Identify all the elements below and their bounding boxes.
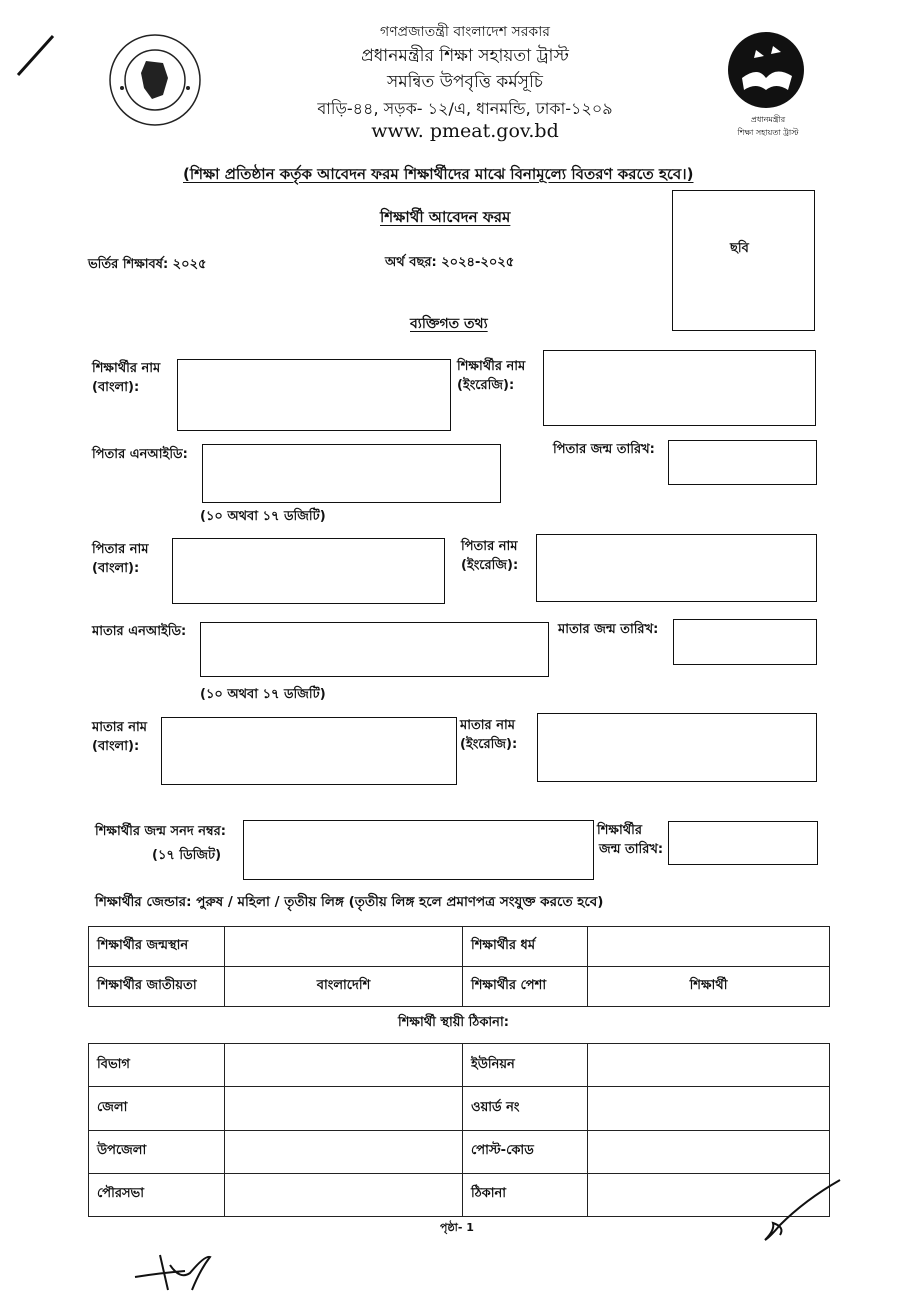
father-nid-note: (১০ অথবা ১৭ ডজিটি) (200, 509, 326, 524)
municipality-label: পৌরসভা (89, 1173, 225, 1216)
photo-label: ছবি (730, 241, 749, 256)
page-number: পৃষ্ঠা- 1 (440, 1221, 474, 1234)
table-row (89, 967, 830, 1007)
religion-field[interactable] (588, 927, 830, 967)
birth-cert-label: শিক্ষার্থীর জন্ম সনদ নম্বর: (95, 824, 226, 839)
nationality-value[interactable]: বাংলাদেশি (225, 967, 463, 1007)
student-dob-field[interactable] (668, 821, 818, 865)
fiscal-year: অর্থ বছর: ২০২৪-২০২৫ (385, 255, 515, 270)
upazila-label: উপজেলা (89, 1130, 225, 1173)
gender-line: শিক্ষার্থীর জেন্ডার: পুরুষ / মহিলা / তৃতীয় লিঙ্গ (তৃতীয় লিঙ্গ হলে প্রমাণপত্র সংযুক্ত করতে হবে) (95, 894, 604, 910)
government-seal (108, 33, 202, 127)
mother-dob-label: মাতার জন্ম তারিখ: (558, 622, 659, 637)
student-dob-label: শিক্ষার্থীর জন্ম তারিখ: (597, 823, 664, 857)
religion-label: শিক্ষার্থীর ধর্ম (463, 927, 588, 967)
upazila-field[interactable] (225, 1130, 463, 1173)
father-dob-label: পিতার জন্ম তারিখ: (553, 442, 655, 457)
father-nid-field[interactable] (202, 444, 501, 503)
district-field[interactable] (225, 1087, 463, 1130)
mother-nid-field[interactable] (200, 622, 549, 677)
father-name-bn-field[interactable] (172, 538, 445, 604)
header-trust: প্রধানমন্ত্রীর শিক্ষা সহায়তা ট্রাস্ট (361, 46, 569, 66)
header-website: www. pmeat.gov.bd (371, 120, 559, 142)
birthplace-field[interactable] (225, 927, 463, 967)
table-row (89, 1173, 830, 1216)
signature-right (755, 1175, 845, 1245)
father-dob-field[interactable] (668, 440, 817, 485)
pen-mark (8, 30, 58, 80)
occupation-label: শিক্ষার্থীর পেশা (463, 967, 588, 1007)
district-label: জেলা (89, 1087, 225, 1130)
division-label: বিভাগ (89, 1044, 225, 1087)
form-title: শিক্ষার্থী আবেদন ফরম (380, 208, 511, 226)
admission-year: ভর্তির শিক্ষাবর্ষ: ২০২৫ (88, 257, 207, 272)
nationality-label: শিক্ষার্থীর জাতীয়তা (89, 967, 225, 1007)
table-row (89, 927, 830, 967)
birth-cert-field[interactable] (243, 820, 594, 880)
signature-left (130, 1245, 220, 1295)
header-program: সমন্বিত উপবৃত্তি কর্মসূচি (387, 72, 543, 92)
student-name-bn-label: শিক্ষার্থীর নাম (বাংলা): (92, 361, 161, 395)
mother-name-bn-label: মাতার নাম (বাংলা): (92, 720, 147, 754)
table-row (89, 1044, 830, 1087)
birthplace-label: শিক্ষার্থীর জন্মস্থান (89, 927, 225, 967)
ward-label: ওয়ার্ড নং (463, 1087, 588, 1130)
union-label: ইউনিয়ন (463, 1044, 588, 1087)
trust-logo: প্রধানমন্ত্রীর শিক্ষা সহায়তা ট্রাস্ট (718, 28, 818, 133)
birth-cert-note: (১৭ ডিজিট) (152, 848, 222, 863)
mother-name-bn-field[interactable] (161, 717, 457, 785)
father-name-en-field[interactable] (536, 534, 817, 602)
distribution-notice: (শিক্ষা প্রতিষ্ঠান কর্তৃক আবেদন ফরম শিক্ষার্থীদের মাঝে বিনামূল্যে বিতরণ করতে হবে।) (183, 165, 694, 183)
mother-nid-label: মাতার এনআইডি: (92, 624, 187, 639)
address-label: ঠিকানা (463, 1173, 588, 1216)
student-name-en-label: শিক্ষার্থীর নাম (ইংরেজি): (457, 359, 526, 393)
section-personal-info: ব্যক্তিগত তথ্য (410, 316, 488, 332)
postcode-field[interactable] (588, 1130, 830, 1173)
mother-dob-field[interactable] (673, 619, 817, 665)
father-name-en-label: পিতার নাম (ইংরেজি): (461, 539, 519, 573)
table-row (89, 1087, 830, 1130)
mother-name-en-label: মাতার নাম (ইংরেজি): (460, 718, 518, 752)
postcode-label: পোস্ট-কোড (463, 1130, 588, 1173)
father-nid-label: পিতার এনআইডি: (92, 447, 188, 462)
mother-nid-note: (১০ অথবা ১৭ ডজিটি) (200, 687, 326, 702)
student-name-bn-field[interactable] (177, 359, 451, 431)
table-row (89, 1130, 830, 1173)
student-info-table (88, 926, 830, 1007)
student-name-en-field[interactable] (543, 350, 816, 426)
mother-name-en-field[interactable] (537, 713, 817, 782)
municipality-field[interactable] (225, 1173, 463, 1216)
occupation-value[interactable]: শিক্ষার্থী (588, 967, 830, 1007)
permanent-address-title: শিক্ষার্থী স্থায়ী ঠিকানা: (398, 1015, 509, 1030)
address-table (88, 1043, 830, 1217)
header-address: বাড়ি-৪৪, সড়ক- ১২/এ, ধানমন্ডি, ঢাকা-১২০৯ (317, 99, 613, 118)
division-field[interactable] (225, 1044, 463, 1087)
ward-field[interactable] (588, 1087, 830, 1130)
photo-box[interactable] (672, 190, 815, 331)
father-name-bn-label: পিতার নাম (বাংলা): (92, 542, 149, 576)
union-field[interactable] (588, 1044, 830, 1087)
header-government: গণপ্রজাতন্ত্রী বাংলাদেশ সরকার (380, 24, 550, 40)
